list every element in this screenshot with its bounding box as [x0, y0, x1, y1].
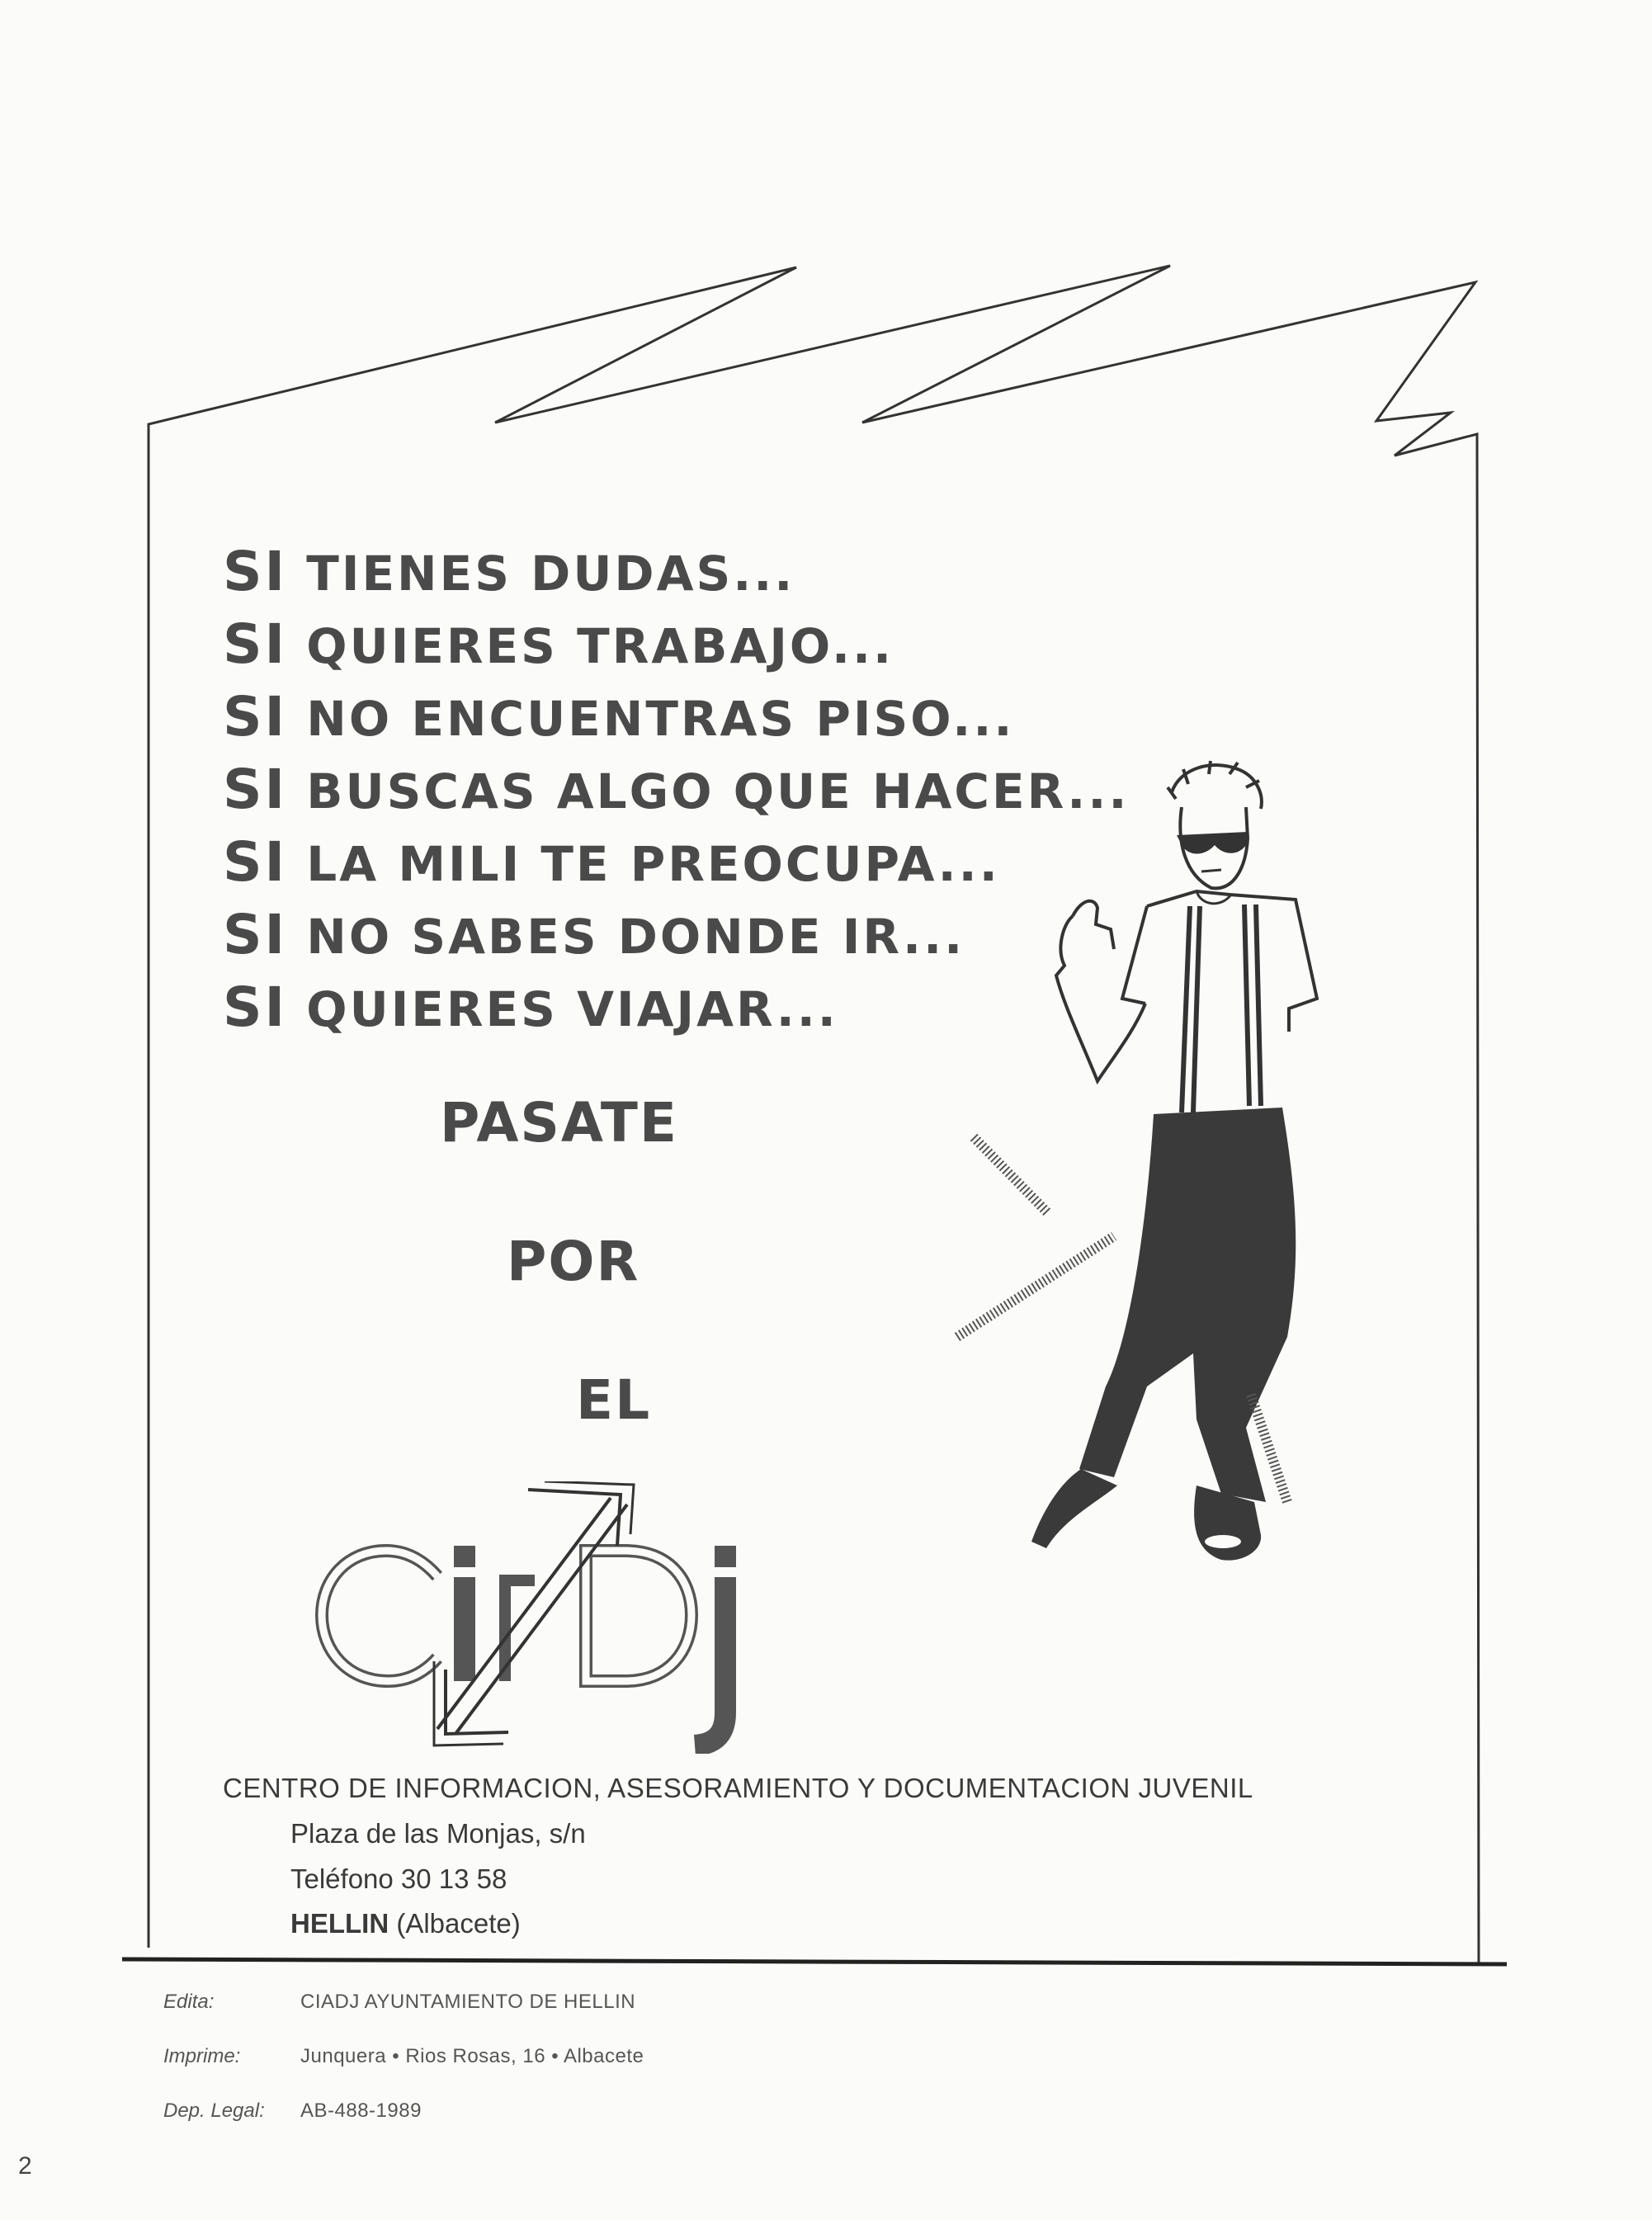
org-province: (Albacete)	[396, 1908, 521, 1939]
cta-el: EL	[576, 1368, 652, 1432]
colophon-row	[163, 2045, 644, 2100]
headline-line: SI BUSCAS ALGO QUE HACER...	[223, 758, 1130, 821]
ciadj-logo	[314, 1481, 776, 1754]
org-city-line	[290, 1908, 521, 1939]
org-address: Plaza de las Monjas, s/n	[290, 1818, 586, 1849]
colophon-value: AB-488-1989	[300, 2100, 422, 2122]
cta-por: POR	[507, 1230, 640, 1293]
headline-line: SI QUIERES TRABAJO...	[223, 612, 894, 676]
colophon-row	[163, 1991, 644, 2045]
cta-pasate: PASATE	[440, 1091, 678, 1155]
colophon-row	[163, 2100, 644, 2154]
colophon-value: CIADJ AYUNTAMIENTO DE HELLIN	[300, 1991, 636, 2013]
org-name: CENTRO DE INFORMACION, ASESORAMIENTO Y DOCUMENTACION JUVENIL	[223, 1773, 1253, 1803]
headline-line: SI LA MILI TE PREOCUPA...	[223, 830, 1000, 894]
colophon-value: Junquera • Rios Rosas, 16 • Albacete	[300, 2045, 644, 2067]
headline-line: SI TIENES DUDAS...	[223, 540, 795, 603]
headline-line: SI QUIERES VIAJAR...	[223, 975, 838, 1039]
org-phone: Teléfono 30 13 58	[290, 1863, 507, 1894]
colophon-key: Edita:	[163, 1991, 215, 2013]
headline-line: SI NO ENCUENTRAS PISO...	[223, 685, 1015, 749]
colophon-key: Imprime:	[163, 2045, 241, 2067]
colophon-key: Dep. Legal:	[163, 2100, 265, 2122]
org-city: HELLIN	[290, 1908, 389, 1939]
young-man-illustration	[949, 759, 1345, 1601]
page-number: 2	[18, 2152, 32, 2180]
headline-line: SI NO SABES DONDE IR...	[223, 903, 965, 966]
colophon	[163, 1991, 644, 2154]
